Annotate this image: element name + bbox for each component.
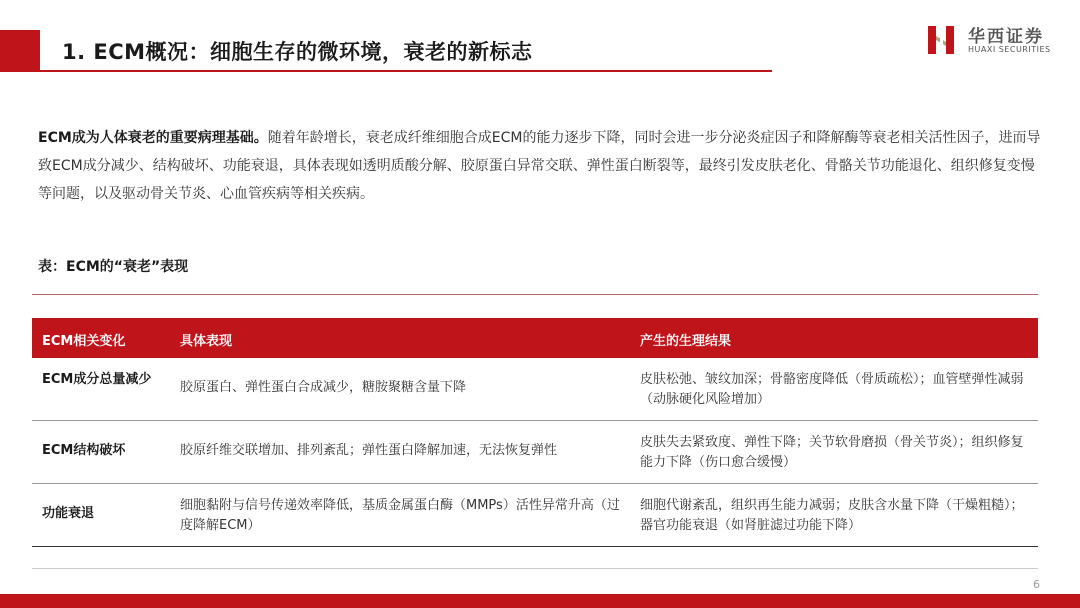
table-row (32, 358, 1038, 421)
table-row (32, 484, 1038, 547)
cell-result: 皮肤失去紧致度、弹性下降；关节软骨磨损（骨关节炎）；组织修复能力下降（伤口愈合缓慢） (640, 435, 1024, 470)
ecm-aging-table (32, 318, 1038, 547)
company-logo (928, 22, 1068, 62)
bottom-divider (32, 568, 1038, 569)
caption-divider (32, 294, 1038, 295)
title-accent-bar (0, 30, 40, 70)
table-caption: 表：ECM的“衰老”表现 (38, 259, 189, 275)
footer-bar (0, 594, 1080, 608)
cell-change: ECM结构破坏 (42, 443, 126, 458)
table-row (32, 421, 1038, 484)
intro-body: 随着年龄增长，衰老成纤维细胞合成ECM的能力逐步下降，同时会进一步分泌炎症因子和降解酶等衰老相关活性因子，进而导致ECM成分减少、结构破坏、功能衰退，具体表现如透明质酸分解、胶原蛋白异常交联、弹性蛋白断裂等，最终引发皮肤老化、骨骼关节功能退化、组织修复变慢等问题，以及驱动骨关节炎、心血管疾病等相关疾病。 (38, 130, 1041, 202)
header-result: 产生的生理结果 (640, 334, 732, 349)
huaxi-logo-icon (928, 22, 960, 58)
cell-change: 功能衰退 (42, 506, 95, 521)
cell-detail: 胶原蛋白、弹性蛋白合成减少，糖胺聚糖含量下降 (180, 380, 467, 395)
logo-en-text: HUAXI SECURITIES (968, 45, 1051, 54)
intro-lead: ECM成为人体衰老的重要病理基础。 (38, 130, 268, 146)
intro-paragraph (38, 124, 1042, 208)
cell-result: 皮肤松弛、皱纹加深；骨骼密度降低（骨质疏松）；血管壁弹性减弱（动脉硬化风险增加） (640, 372, 1024, 407)
title-divider (0, 70, 772, 72)
logo-cn-text: 华西证券 (968, 27, 1044, 47)
cell-detail: 细胞黏附与信号传递效率降低，基质金属蛋白酶（MMPs）活性异常升高（过度降解ECM） (180, 498, 620, 533)
cell-change: ECM成分总量减少 (42, 372, 152, 387)
page-title: 1. ECM概况：细胞生存的微环境，衰老的新标志 (62, 40, 533, 64)
table-header (32, 318, 1038, 358)
header-change: ECM相关变化 (42, 334, 126, 349)
page-number: 6 (1033, 578, 1040, 591)
header-detail: 具体表现 (180, 334, 233, 349)
cell-detail: 胶原纤维交联增加、排列紊乱；弹性蛋白降解加速，无法恢复弹性 (180, 443, 558, 458)
cell-result: 细胞代谢紊乱，组织再生能力减弱；皮肤含水量下降（干燥粗糙）；器官功能衰退（如肾脏滤过功能下降） (640, 498, 1024, 533)
